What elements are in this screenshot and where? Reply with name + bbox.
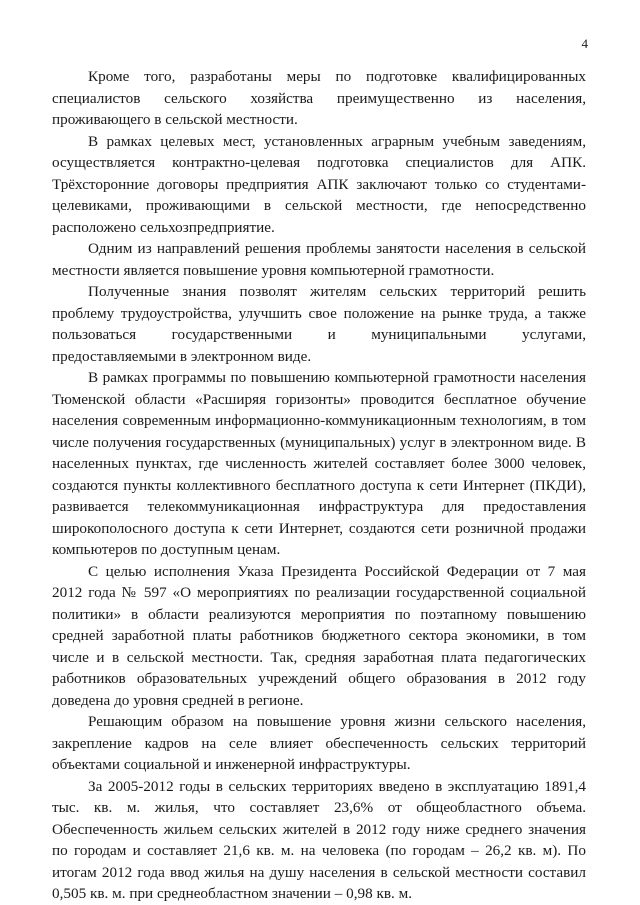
paragraph-target-places: В рамках целевых мест, установленных аграрным учебным заведениям, осуществляется контрактно-целевая подготовка специалистов для АПК. Трёхсторонние договоры предприятия АПК заключают только со студентами-целевиками, проживающими в сельской местности, где непосредственно расположено сельхозпредприятие. [52,132,586,236]
paragraph-specialist-training: Кроме того, разработаны меры по подготовке квалифицированных специалистов сельского хозяйства преимущественно из населения, проживающего в сельской местности. [52,68,586,128]
document-body [52,66,586,905]
paragraph-computer-literacy: Одним из направлений решения проблемы занятости населения в сельской местности является повышение уровня компьютерной грамотности. [52,240,586,279]
paragraph-presidential-decree: С целью исполнения Указа Президента Российской Федерации от 7 мая 2012 года № 597 «О мероприятиях по реализации государственной социальной политики» в области реализуются мероприятия по поэтапному повышению средней заработной платы работников бюджетного сектора экономики, в том числе и в сельской местности. Так, средняя заработная плата педагогических работников образовательных учреждений общего образования в 2012 году доведена до уровня средней в регионе. [52,562,586,709]
paragraph-housing-statistics: За 2005-2012 годы в сельских территориях введено в эксплуатацию 1891,4 тыс. кв. м. жилья, что составляет 23,6% от общеобластного объема. Обеспеченность жильем сельских жителей в 2012 году ниже среднего значения по городам и составляет 21,6 кв. м. на человека (по городам – 26,2 кв. м). По итогам 2012 года ввод жилья на душу населения в сельской местности составил 0,505 кв. м. при среднеобластном значении – 0,98 кв. м. [52,777,586,902]
page-number: 4 [581,36,588,51]
paragraph-knowledge-benefits: Полученные знания позволят жителям сельских территорий решить проблему трудоустройства, улучшить свое положение на рынке труда, а также пользоваться государственными и муниципальными услугами, предоставляемыми в электронном виде. [52,283,586,365]
paragraph-expanding-horizons-program: В рамках программы по повышению компьютерной грамотности населения Тюменской области «Расширяя горизонты» проводится бесплатное обучение населения современным информационно-коммуникационным технологиям, в том числе получения государственных (муниципальных) услуг в электронном виде. В населенных пунктах, где численность жителей составляет более 3000 человек, создаются пункты коллективного бесплатного доступа к сети Интернет (ПКДИ), развивается телекоммуникационная инфраструктура для предоставления широкополосного доступа к сети Интернет, создаются сети розничной продажи компьютеров по доступным ценам. [52,369,586,558]
paragraph-infrastructure: Решающим образом на повышение уровня жизни сельского населения, закрепление кадров на селе влияет обеспеченность сельских территорий объектами социальной и инженерной инфраструктуры. [52,713,586,773]
